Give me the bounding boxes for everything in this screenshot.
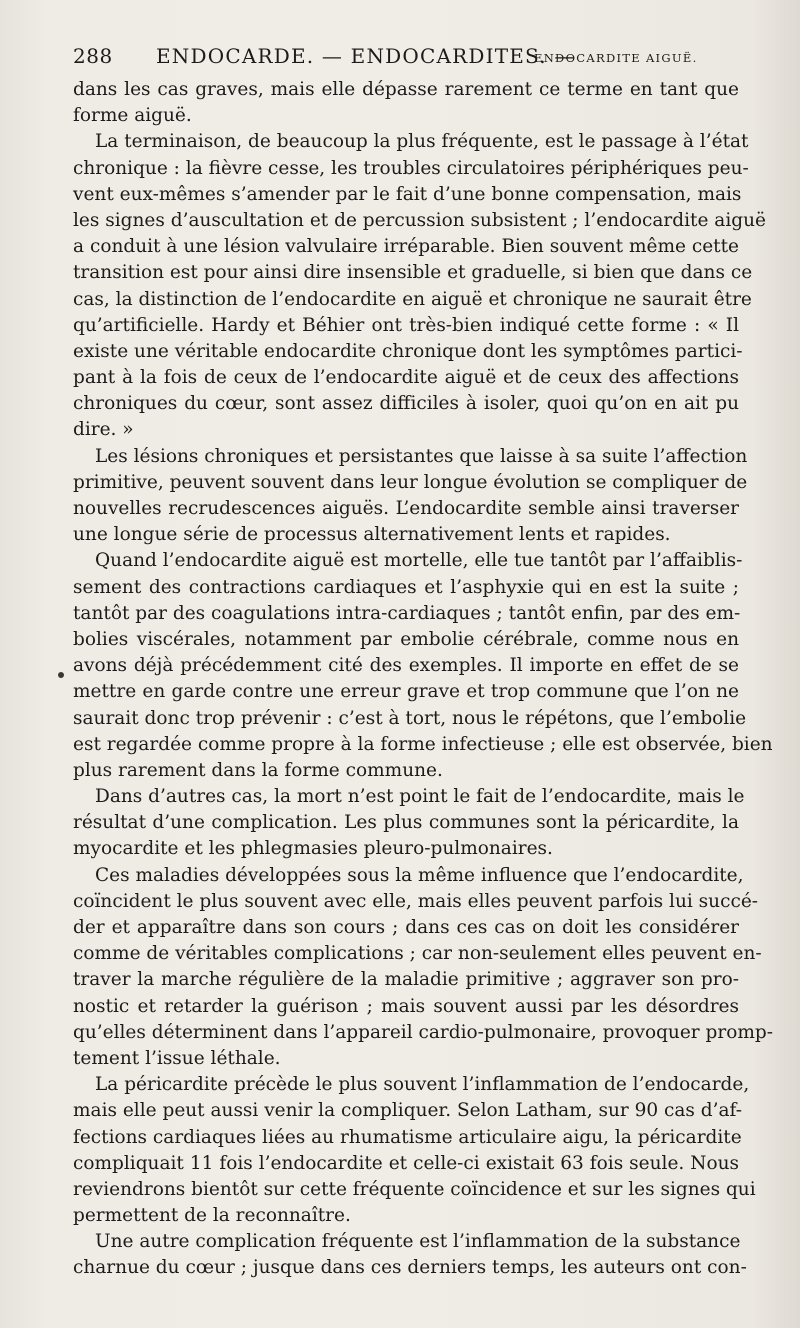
running-header xyxy=(73,44,760,72)
section-title: ENDOCARDITE AIGUË. xyxy=(534,51,698,65)
page-body-text xyxy=(73,77,773,1282)
text-line: compliquait 11 fois l’endocardite et celle-ci existait 63 fois seule. Nous xyxy=(73,1152,739,1174)
text-line: plus rarement dans la forme commune. xyxy=(73,759,443,781)
text-line: reviendrons bientôt sur cette fréquente coïncidence et sur les signes qui xyxy=(73,1178,756,1200)
text-line: fections cardiaques liées au rhumatisme articulaire aigu, la péricardite xyxy=(73,1126,742,1148)
text-line: La péricardite précède le plus souvent l’inflammation de l’endocarde, xyxy=(95,1074,750,1096)
text-line: transition est pour ainsi dire insensible et graduelle, si bien que dans ce xyxy=(73,262,753,284)
ink-dot-mark xyxy=(58,672,64,678)
text-line: La terminaison, de beaucoup la plus fréquente, est le passage à l’état xyxy=(95,131,749,153)
text-line: résultat d’une complication. Les plus communes sont la péricardite, la xyxy=(73,812,739,834)
text-line: tement l’issue léthale. xyxy=(73,1047,281,1069)
running-title: ENDOCARDE. — ENDOCARDITES. — xyxy=(156,44,576,68)
text-line: vent eux-mêmes s’amender par le fait d’une bonne compensation, mais xyxy=(73,183,742,205)
text-line: est regardée comme propre à la forme infectieuse ; elle est observée, bien xyxy=(73,733,773,755)
text-line: Les lésions chroniques et persistantes que laisse à sa suite l’affection xyxy=(95,445,748,467)
page-number: 288 xyxy=(73,44,113,68)
text-line: avons déjà précédemment cité des exemples. Il importe en effet de se xyxy=(73,655,739,677)
text-line: traver la marche régulière de la maladie primitive ; aggraver son pro- xyxy=(73,969,739,991)
text-line: qu’elles déterminent dans l’appareil cardio-pulmonaire, provoquer promp- xyxy=(73,1021,773,1043)
text-line: chronique : la fièvre cesse, les troubles circulatoires périphériques peu- xyxy=(73,157,749,179)
text-line: forme aiguë. xyxy=(73,105,192,127)
text-line: nostic et retarder la guérison ; mais souvent aussi par les désordres xyxy=(73,995,739,1017)
text-line: mettre en garde contre une erreur grave et trop commune que l’on ne xyxy=(73,681,739,703)
text-line: myocardite et les phlegmasies pleuro-pulmonaires. xyxy=(73,838,553,860)
text-line: dire. » xyxy=(73,419,134,441)
text-line: saurait donc trop prévenir : c’est à tort, nous le répétons, que l’embolie xyxy=(73,707,747,729)
text-line: sement des contractions cardiaques et l’asphyxie qui en est la suite ; xyxy=(73,576,739,598)
text-line: permettent de la reconnaître. xyxy=(73,1205,351,1227)
text-line: coïncident le plus souvent avec elle, mais elles peuvent parfois lui succé- xyxy=(73,890,759,912)
text-line: une longue série de processus alternativement lents et rapides. xyxy=(73,524,671,546)
text-line: pant à la fois de ceux de l’endocardite aiguë et de ceux des affections xyxy=(73,367,739,389)
text-line: mais elle peut aussi venir la compliquer. Selon Latham, sur 90 cas d’af- xyxy=(73,1100,742,1122)
text-line: comme de véritables complications ; car non-seulement elles peuvent en- xyxy=(73,943,762,965)
text-line: primitive, peuvent souvent dans leur longue évolution se compliquer de xyxy=(73,471,748,493)
text-line: chroniques du cœur, sont assez difficiles à isoler, quoi qu’on en ait pu xyxy=(73,393,739,415)
text-line: les signes d’auscultation et de percussion subsistent ; l’endocardite aiguë xyxy=(73,209,766,231)
text-line: Dans d’autres cas, la mort n’est point le fait de l’endocardite, mais le xyxy=(95,786,745,808)
text-line: cas, la distinction de l’endocardite en aiguë et chronique ne saurait être xyxy=(73,288,752,310)
text-line: existe une véritable endocardite chronique dont les symptômes partici- xyxy=(73,340,743,362)
text-line: Une autre complication fréquente est l’inflammation de la substance xyxy=(95,1231,741,1253)
text-line: charnue du cœur ; jusque dans ces derniers temps, les auteurs ont con- xyxy=(73,1257,747,1279)
text-line: Ces maladies développées sous la même influence que l’endocardite, xyxy=(95,864,744,886)
text-line: der et apparaître dans son cours ; dans ces cas on doit les considérer xyxy=(73,917,739,938)
text-line: Quand l’endocardite aiguë est mortelle, elle tue tantôt par l’affaiblis- xyxy=(95,550,743,572)
text-line: tantôt par des coagulations intra-cardiaques ; tantôt enfin, par des em- xyxy=(73,602,741,624)
text-line: nouvelles recrudescences aiguës. L’endocardite semble ainsi traverser xyxy=(73,498,739,519)
text-line: bolies viscérales, notamment par embolie cérébrale, comme nous en xyxy=(73,628,739,650)
text-line: dans les cas graves, mais elle dépasse rarement ce terme en tant que xyxy=(73,79,739,100)
text-line: qu’artificielle. Hardy et Béhier ont très-bien indiqué cette forme : « Il xyxy=(73,314,739,336)
text-line: a conduit à une lésion valvulaire irréparable. Bien souvent même cette xyxy=(73,236,739,258)
